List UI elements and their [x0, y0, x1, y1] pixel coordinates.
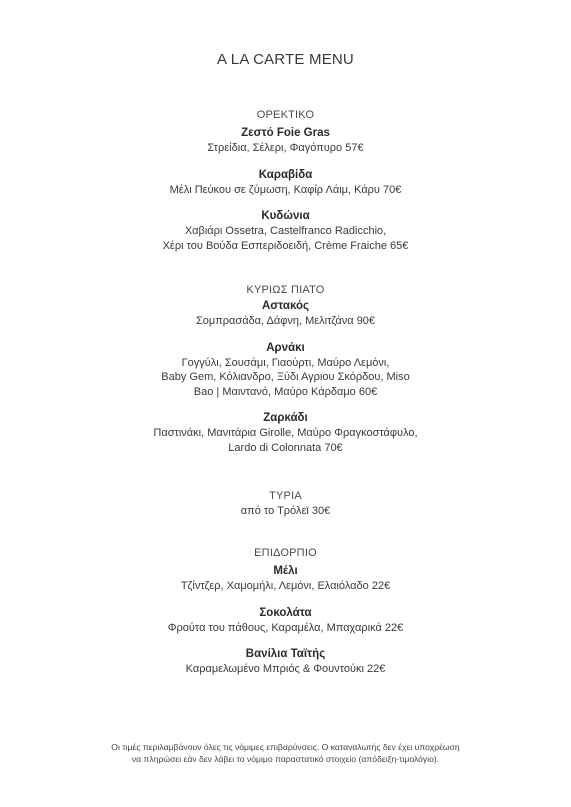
cheese-trolley-line: από το Τρόλεϊ 30€ [240, 505, 331, 517]
section-appetizers [0, 108, 571, 253]
dish-description: Καραμελωμένο Μπριός & Φουντούκι 22€ [185, 663, 386, 675]
dish-venison [0, 411, 571, 455]
section-heading: ΤΥΡΙΑ [269, 490, 302, 502]
dish-lobster [0, 299, 571, 329]
legal-footer [0, 741, 571, 765]
dish-lamb [0, 341, 571, 400]
dish-quince [0, 209, 571, 253]
section-cheese [0, 489, 571, 519]
dish-name: Σοκολάτα [259, 606, 312, 619]
section-heading: ΟΡΕΚΤΙΚΟ [256, 109, 315, 121]
dish-description: Στρείδια, Σέλερι, Φαγόπυρο 57€ [207, 142, 364, 154]
dish-honey [0, 564, 571, 594]
section-main-course [0, 283, 571, 455]
dish-description: Παστινάκι, Μανιτάρια Girolle, Μαύρο Φραγκοστάφυλο, Lardo di Colonnata 70€ [153, 427, 418, 454]
footer-line-1: Οι τιμές περιλαμβάνουν όλες τις νόμιμες επιβαρύνσεις. Ο καταναλωτής δεν έχει υποχρέωση [111, 742, 460, 752]
section-heading: ΕΠΙΔΟΡΠΙΟ [254, 547, 317, 559]
dish-name: Ζαρκάδι [263, 412, 308, 424]
dish-langoustine [0, 168, 571, 198]
dish-description: Φρούτα του πάθους, Καραμέλα, Μπαχαρικά 22€ [167, 621, 404, 634]
menu-title: A LA CARTE MENU [217, 51, 354, 68]
dish-name: Κυδώνια [261, 210, 310, 222]
dish-name: Μέλι [273, 565, 298, 577]
dish-description: Χαβιάρι Ossetra, Castelfranco Radicchio, Χέρι του Βούδα Εσπεριδοειδή, Crème Fraiche 65€ [162, 225, 409, 252]
dish-description: Σομπρασάδα, Δάφνη, Μελιτζάνα 90€ [195, 315, 376, 327]
dish-foie-gras [0, 126, 571, 156]
dish-name: Βανίλια Ταϊτής [245, 648, 326, 660]
dish-description: Μέλι Πεύκου σε ζύμωση, Καφίρ Λάιμ, Κάρυ 70€ [169, 183, 402, 196]
section-heading: ΚΥΡΙΩΣ ΠΙΑΤΟ [246, 284, 325, 296]
section-dessert [0, 546, 571, 677]
dish-name: Ζεστό Foie Gras [241, 127, 330, 139]
dish-chocolate [0, 606, 571, 636]
dish-name: Αστακός [261, 300, 310, 312]
footer-line-2: να πληρώσει εάν δεν λάβει το νόμιμο παραστατικό στοιχείο (απόδειξη-τιμολόγιο). [131, 754, 440, 764]
dish-description: Γογγύλι, Σουσάμι, Γιαούρτι, Μαύρο Λεμόνι, Baby Gem, Κόλιανδρο, Ξύδι Αγριου Σκόρδου, Miso Bao | Μαιντανό, Μαύρο Κάρδαμο 60€ [161, 356, 410, 398]
dish-description: Τζίντζερ, Χαμομήλι, Λεμόνι, Ελαιόλαδο 22€ [180, 580, 391, 592]
dish-name: Αρνάκι [266, 341, 305, 354]
dish-name: Καραβίδα [258, 168, 313, 181]
dish-tahitian-vanilla [0, 647, 571, 677]
